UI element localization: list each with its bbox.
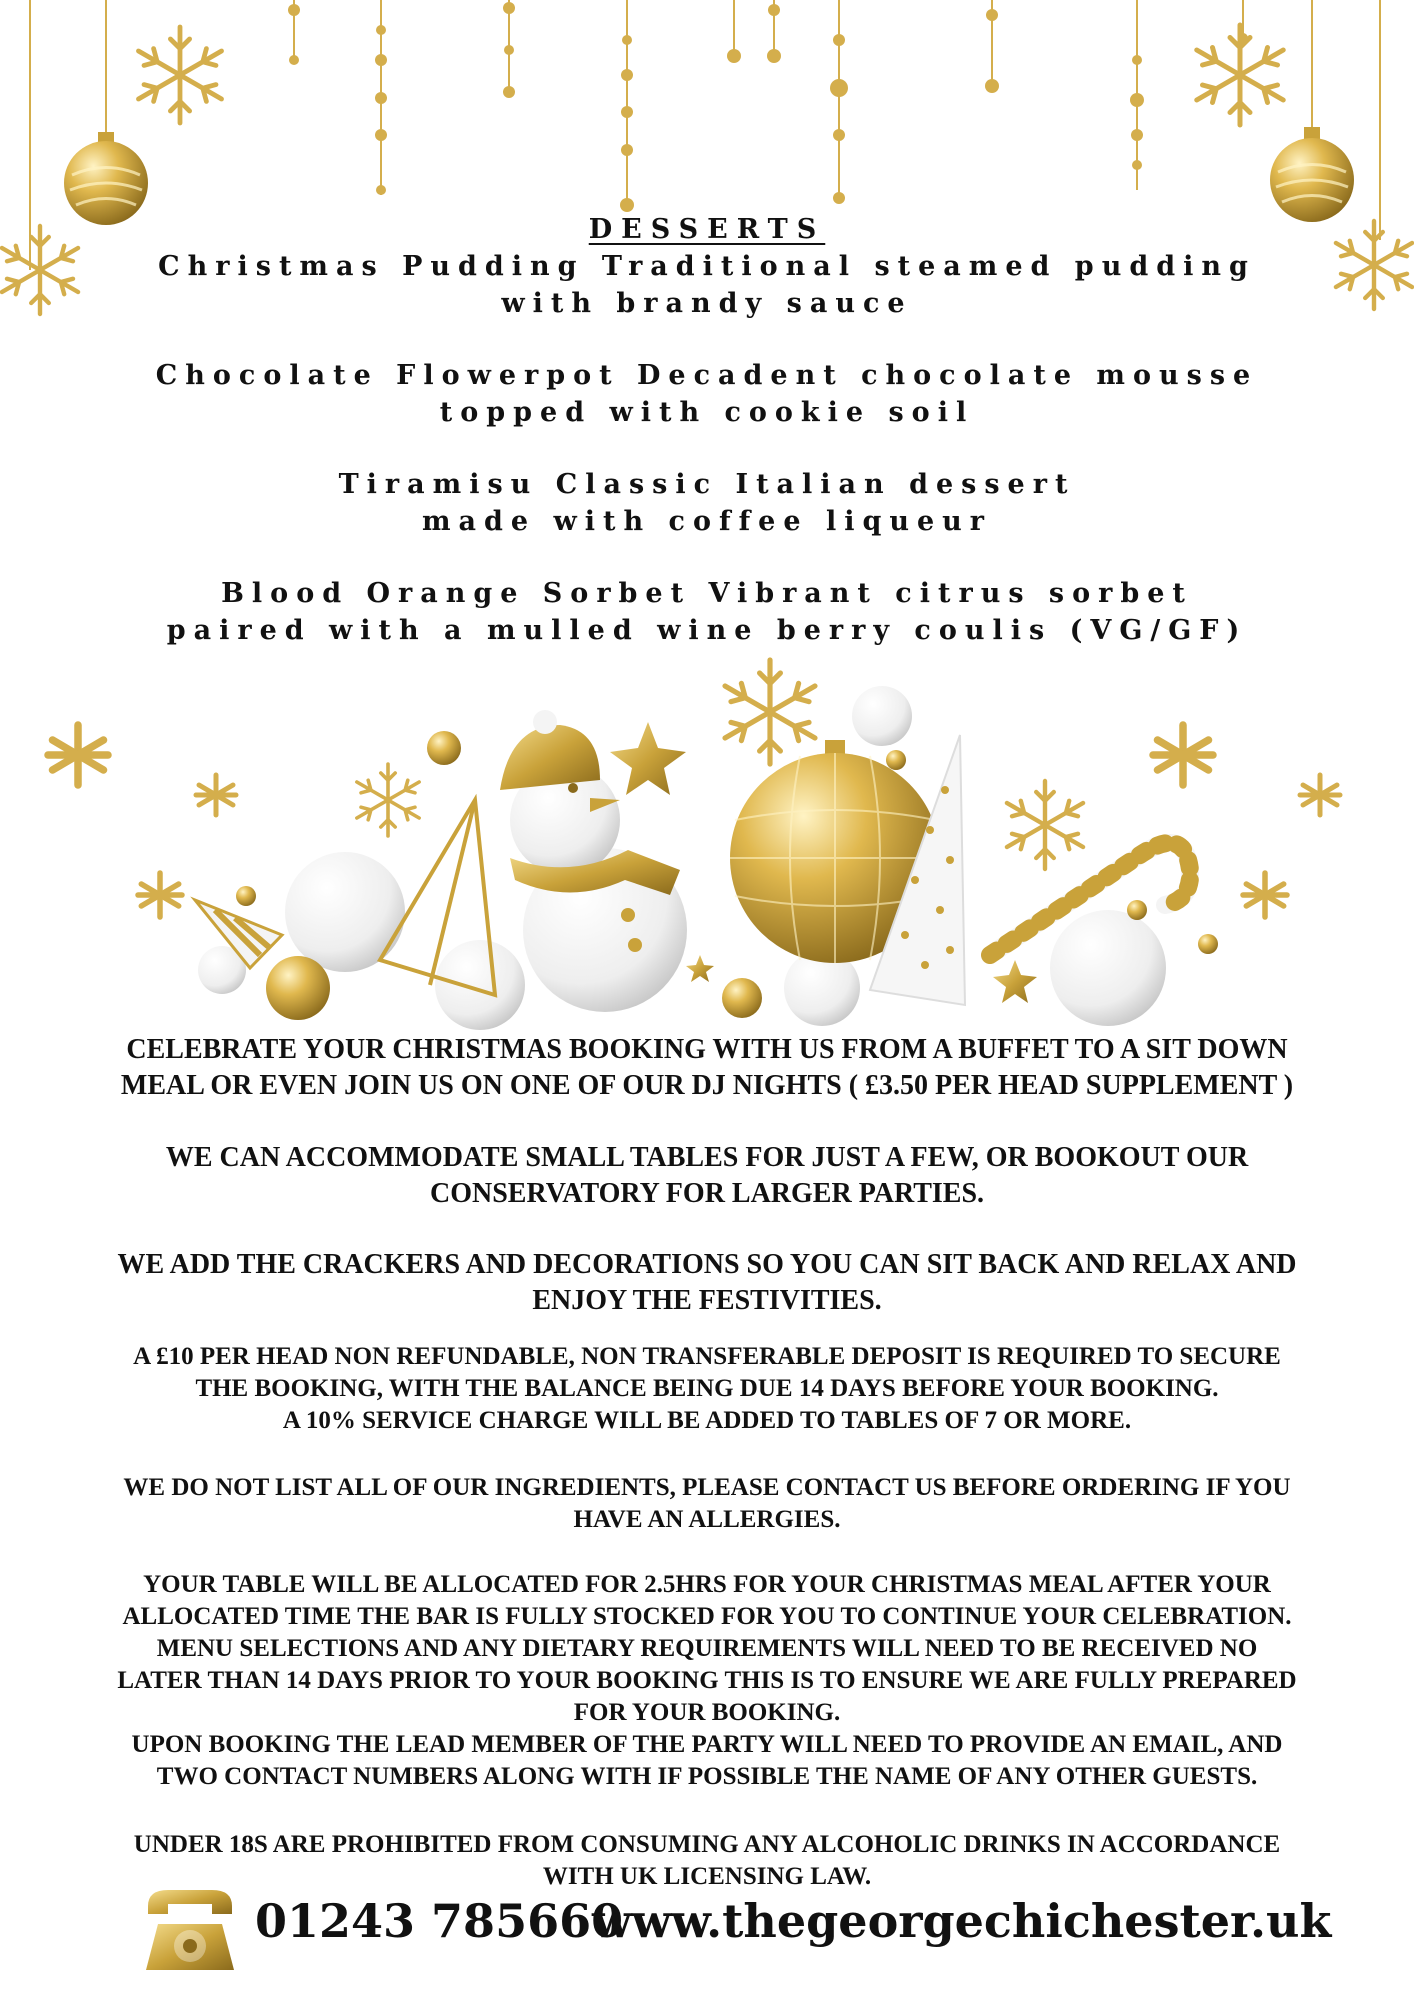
festive-ornaments-cluster <box>48 660 1340 1030</box>
dessert-line: Christmas Pudding Traditional steamed pudding <box>158 251 1256 282</box>
info-line: CELEBRATE YOUR CHRISTMAS BOOKING WITH US FROM A BUFFET TO A SIT DOWN <box>126 1034 1288 1065</box>
info-line: A £10 PER HEAD NON REFUNDABLE, NON TRANSFERABLE DEPOSIT IS REQUIRED TO SECURE <box>133 1343 1281 1370</box>
star-icon <box>993 960 1037 1003</box>
dessert-chocolate-flowerpot <box>0 357 1414 431</box>
dessert-line: Chocolate Flowerpot Decadent chocolate mousse <box>155 360 1259 391</box>
info-line: FOR YOUR BOOKING. <box>573 1699 841 1726</box>
contact-footer <box>0 1880 1414 1980</box>
info-line: MENU SELECTIONS AND ANY DIETARY REQUIREMENTS WILL NEED TO BE RECEIVED NO <box>156 1635 1258 1662</box>
dessert-tiramisu <box>0 466 1414 540</box>
phone-icon <box>140 1884 240 1972</box>
info-line: A 10% SERVICE CHARGE WILL BE ADDED TO TABLES OF 7 OR MORE. <box>282 1407 1132 1434</box>
info-line: MEAL OR EVEN JOIN US ON ONE OF OUR DJ NIGHTS ( £3.50 PER HEAD SUPPLEMENT ) <box>120 1070 1294 1101</box>
desserts-section <box>0 212 1414 684</box>
info-line: YOUR TABLE WILL BE ALLOCATED FOR 2.5HRS FOR YOUR CHRISTMAS MEAL AFTER YOUR <box>143 1571 1271 1598</box>
star-icon <box>610 722 686 795</box>
info-line: HAVE AN ALLERGIES. <box>573 1506 841 1533</box>
info-line: CONSERVATORY FOR LARGER PARTIES. <box>429 1178 985 1209</box>
party-hat-icon <box>195 900 282 968</box>
hanging-bauble-icon <box>1270 0 1354 222</box>
info-line: WE DO NOT LIST ALL OF OUR INGREDIENTS, PLEASE CONTACT US BEFORE ORDERING IF YOU <box>123 1474 1291 1501</box>
info-line: UNDER 18S ARE PROHIBITED FROM CONSUMING ANY ALCOHOLIC DRINKS IN ACCORDANCE <box>133 1831 1281 1858</box>
info-block-deposit <box>30 1341 1384 1437</box>
dessert-christmas-pudding <box>0 248 1414 322</box>
party-hat-icon <box>870 735 965 1005</box>
info-line: WE CAN ACCOMMODATE SMALL TABLES FOR JUST A FEW, OR BOOKOUT OUR <box>165 1142 1249 1173</box>
dessert-line: with brandy sauce <box>501 288 913 319</box>
star-icon <box>686 955 714 982</box>
info-line: ALLOCATED TIME THE BAR IS FULLY STOCKED FOR YOU TO CONTINUE YOUR CELEBRATION. <box>122 1603 1292 1630</box>
info-line: WITH UK LICENSING LAW. <box>542 1863 872 1890</box>
dessert-line: paired with a mulled wine berry coulis (VG/GF) <box>166 615 1248 646</box>
dessert-blood-orange-sorbet <box>0 575 1414 649</box>
phone-number[interactable]: 01243 785660 <box>255 1894 624 1948</box>
disco-ball-icon <box>730 740 940 963</box>
dessert-line: Blood Orange Sorbet Vibrant citrus sorbet <box>221 578 1193 609</box>
info-block-celebrate <box>30 1032 1384 1104</box>
info-block-allocation <box>30 1569 1384 1793</box>
snowman-icon <box>500 710 687 1012</box>
info-line: TWO CONTACT NUMBERS ALONG WITH IF POSSIBLE THE NAME OF ANY OTHER GUESTS. <box>156 1763 1258 1790</box>
info-block-crackers <box>30 1247 1384 1319</box>
info-line: ENJOY THE FESTIVITIES. <box>532 1285 882 1316</box>
candy-cane-icon <box>990 843 1190 955</box>
website-link[interactable]: www.thegeorgechichester.uk <box>592 1894 1332 1948</box>
hanging-bauble-icon <box>64 0 148 225</box>
info-block-tables <box>30 1140 1384 1212</box>
desserts-title: DESSERTS <box>588 214 826 245</box>
info-line: UPON BOOKING THE LEAD MEMBER OF THE PARTY WILL NEED TO PROVIDE AN EMAIL, AND <box>131 1731 1283 1758</box>
dessert-line: topped with cookie soil <box>439 397 975 428</box>
info-line: THE BOOKING, WITH THE BALANCE BEING DUE 14 DAYS BEFORE YOUR BOOKING. <box>195 1375 1219 1402</box>
info-block-allergies <box>30 1472 1384 1536</box>
dessert-line: made with coffee liqueur <box>421 506 992 537</box>
info-line: WE ADD THE CRACKERS AND DECORATIONS SO YOU CAN SIT BACK AND RELAX AND <box>117 1249 1297 1280</box>
dessert-line: Tiramisu Classic Italian dessert <box>338 469 1076 500</box>
info-line: LATER THAN 14 DAYS PRIOR TO YOUR BOOKING THIS IS TO ENSURE WE ARE FULLY PREPARED <box>117 1667 1297 1694</box>
